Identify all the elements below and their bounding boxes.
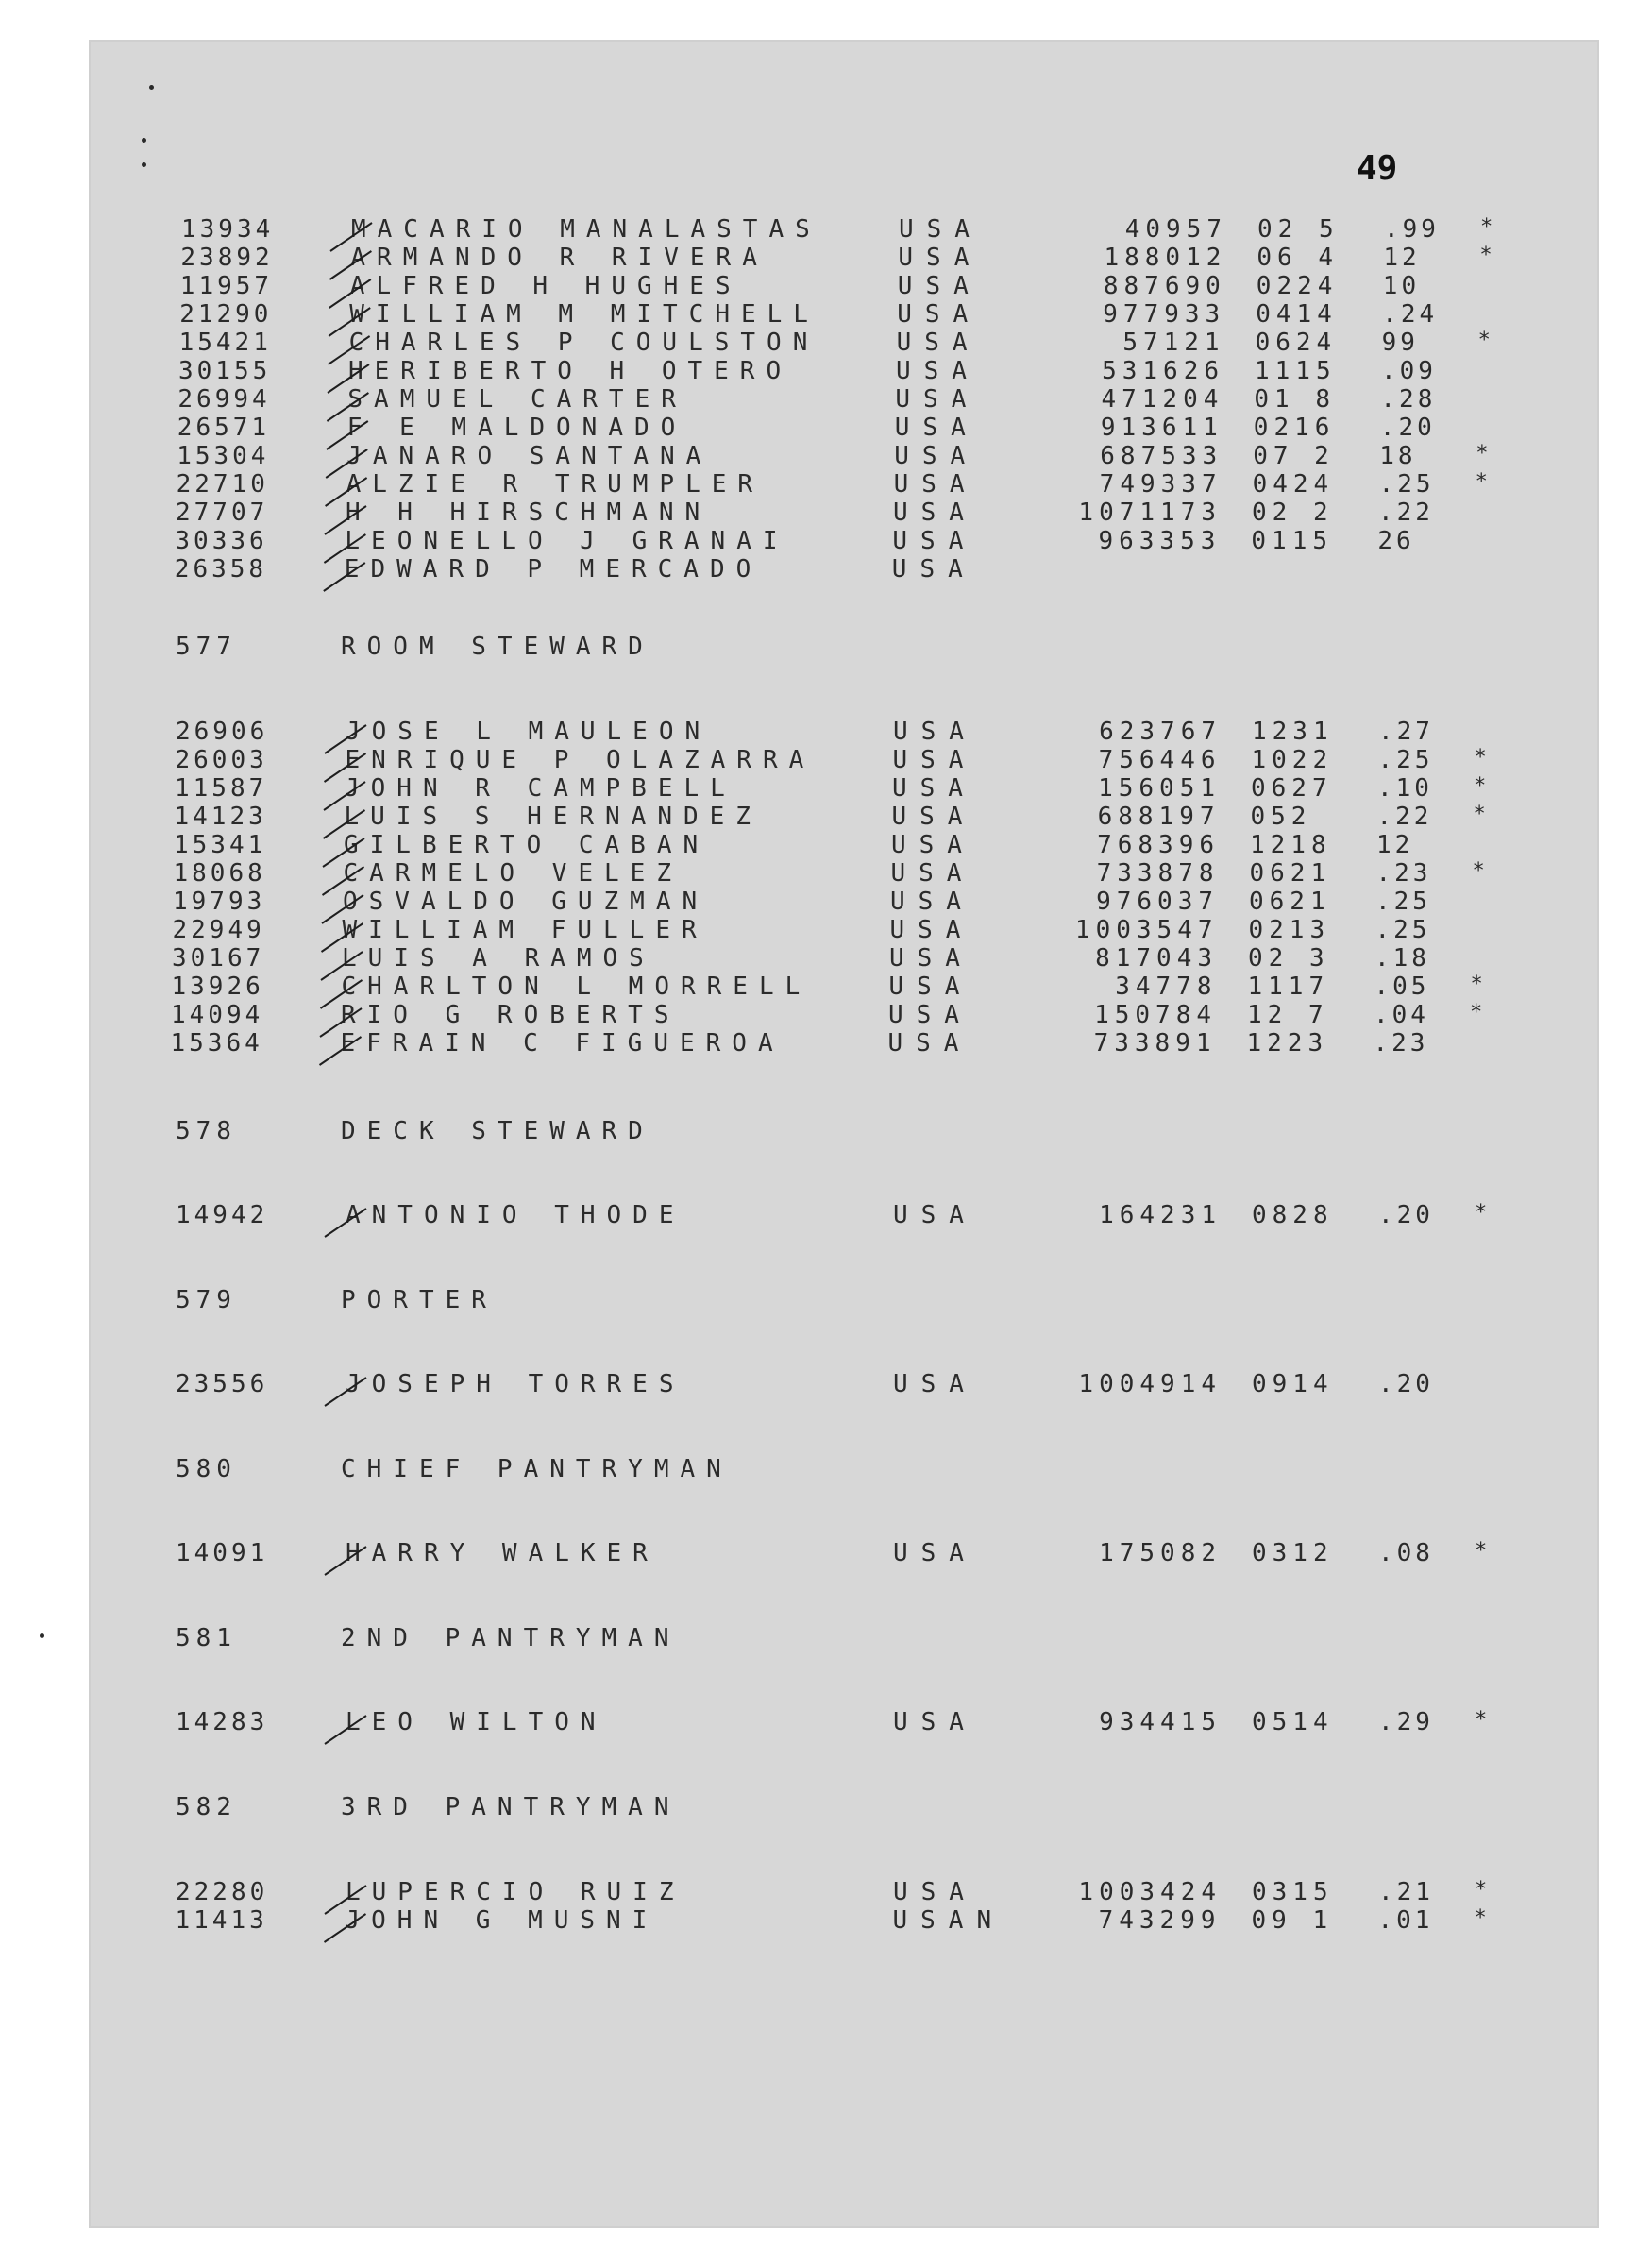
nationality: USA <box>892 774 976 803</box>
date-code: 0627 <box>1251 774 1333 803</box>
certificate-number: 768396 <box>1097 831 1220 859</box>
crew-id: 26571 <box>177 414 271 442</box>
certificate-number: 976037 <box>1096 888 1219 916</box>
nationality: USA <box>893 1878 977 1906</box>
crew-name: CHARLES P COULSTON <box>348 329 819 357</box>
tick-stroke <box>330 223 372 251</box>
value: .22 <box>1378 499 1434 527</box>
crew-name: HARRY WALKER <box>346 1539 659 1567</box>
certificate-number: 34778 <box>1115 973 1218 1001</box>
crew-id: 18068 <box>173 859 266 888</box>
asterisk-mark: * <box>1474 1906 1487 1930</box>
tick-stroke <box>327 421 368 449</box>
tick-stroke <box>326 478 367 506</box>
crew-id: 22710 <box>176 470 269 499</box>
asterisk-mark: * <box>1479 244 1493 267</box>
tick-stroke <box>327 393 368 421</box>
crew-id: 11957 <box>179 272 274 300</box>
value: .10 <box>1377 774 1433 803</box>
certificate-number: 175082 <box>1099 1539 1222 1567</box>
crew-id: 15364 <box>170 1029 263 1058</box>
nationality: USA <box>897 300 982 329</box>
certificate-number: 733891 <box>1093 1029 1217 1058</box>
tick-stroke <box>328 364 369 393</box>
date-code: 07 2 <box>1253 442 1335 470</box>
section-title: PORTER <box>341 1286 498 1314</box>
value: .01 <box>1377 1906 1434 1935</box>
crew-name: GILBERTO CABAN <box>344 831 710 859</box>
date-code: 1022 <box>1251 746 1334 774</box>
nationality: USA <box>893 470 978 499</box>
section-code: 581 <box>176 1624 237 1652</box>
section-code: 580 <box>176 1455 237 1483</box>
nationality: USA <box>895 385 980 414</box>
tick-stroke <box>322 895 363 923</box>
value: .24 <box>1382 300 1439 329</box>
nationality: USA <box>893 1539 977 1567</box>
date-code: 1115 <box>1255 357 1337 385</box>
value: 12 <box>1383 244 1421 272</box>
crew-name: MACARIO MANALASTAS <box>351 215 821 244</box>
section-title: 2ND PANTRYMAN <box>341 1624 681 1652</box>
section-code: 577 <box>176 633 237 661</box>
tick-stroke <box>324 563 365 591</box>
crew-name: JANARO SANTANA <box>346 442 713 470</box>
value: 26 <box>1377 527 1415 555</box>
value: 99 <box>1381 329 1419 357</box>
nationality: USA <box>894 414 979 442</box>
tick-stroke <box>325 1378 366 1406</box>
certificate-number: 934415 <box>1099 1708 1222 1736</box>
asterisk-mark: * <box>1472 859 1485 883</box>
tick-stroke <box>325 1914 366 1942</box>
value: .25 <box>1377 746 1434 774</box>
asterisk-mark: * <box>1477 329 1491 352</box>
crew-id: 15304 <box>177 442 270 470</box>
value: .29 <box>1378 1708 1434 1736</box>
asterisk-mark: * <box>1476 442 1489 465</box>
crew-id: 22949 <box>172 916 265 944</box>
certificate-number: 40957 <box>1124 215 1227 244</box>
crew-id: 11587 <box>175 774 268 803</box>
nationality: USA <box>893 1201 977 1229</box>
value: .09 <box>1381 357 1437 385</box>
value: .23 <box>1375 859 1432 888</box>
date-code: 0213 <box>1248 916 1331 944</box>
certificate-number: 913611 <box>1100 414 1223 442</box>
crew-name: ARMANDO R RIVERA <box>350 244 768 272</box>
crew-name: CARMELO VELEZ <box>343 859 683 888</box>
certificate-number: 1003547 <box>1074 916 1219 944</box>
nationality: USA <box>887 1029 972 1058</box>
asterisk-mark: * <box>1475 1201 1488 1225</box>
nationality: USA <box>890 888 974 916</box>
date-code: 0624 <box>1255 329 1338 357</box>
asterisk-mark: * <box>1475 1539 1488 1563</box>
date-code: 0424 <box>1252 470 1335 499</box>
crew-id: 14123 <box>174 803 267 831</box>
crew-id: 23892 <box>180 244 274 272</box>
crew-id: 23556 <box>176 1370 269 1398</box>
nationality: USA <box>896 329 981 357</box>
date-code: 0216 <box>1253 414 1336 442</box>
crew-name: EDWARD P MERCADO <box>344 555 763 584</box>
nationality: USA <box>896 357 980 385</box>
tick-stroke <box>329 336 370 364</box>
asterisk-mark: * <box>1480 215 1493 239</box>
value: .05 <box>1374 973 1430 1001</box>
tick-stroke <box>321 980 363 1008</box>
crew-name: JOHN R CAMPBELL <box>345 774 736 803</box>
date-code: 0312 <box>1252 1539 1334 1567</box>
section-code: 579 <box>176 1286 237 1314</box>
date-code: 052 <box>1250 803 1312 831</box>
certificate-number: 743299 <box>1098 1906 1222 1935</box>
certificate-number: 817043 <box>1095 944 1218 973</box>
value: 12 <box>1376 831 1414 859</box>
date-code: 1218 <box>1250 831 1332 859</box>
tick-stroke <box>323 838 364 867</box>
certificate-number: 977933 <box>1103 300 1226 329</box>
crew-id: 15341 <box>174 831 267 859</box>
crew-name: CHARLTON L MORRELL <box>341 973 812 1001</box>
crew-id: 26994 <box>177 385 271 414</box>
crew-id: 22280 <box>176 1878 269 1906</box>
date-code: 0621 <box>1249 888 1331 916</box>
nationality: USA <box>889 916 974 944</box>
nationality: USA <box>893 499 977 527</box>
crew-id: 26358 <box>174 555 268 584</box>
tick-stroke <box>325 506 366 534</box>
date-code: 12 7 <box>1247 1001 1329 1029</box>
date-code: 1223 <box>1246 1029 1329 1058</box>
crew-name: OSVALDO GUZMAN <box>343 888 709 916</box>
certificate-number: 1071173 <box>1078 499 1222 527</box>
tick-stroke <box>325 1716 366 1744</box>
crew-name: JOHN G MUSNI <box>345 1906 659 1935</box>
certificate-number: 188012 <box>1104 244 1227 272</box>
crew-id: 27707 <box>176 499 269 527</box>
asterisk-mark: * <box>1474 774 1487 798</box>
page-number: 49 <box>1357 149 1398 188</box>
nationality: USA <box>892 527 977 555</box>
nationality: USA <box>889 944 973 973</box>
tick-stroke <box>329 279 371 308</box>
section-code: 582 <box>176 1793 237 1821</box>
nationality: USA <box>892 746 977 774</box>
crew-name: LEONELLO J GRANAI <box>345 527 789 555</box>
certificate-number: 688197 <box>1097 803 1221 831</box>
value: .08 <box>1378 1539 1434 1567</box>
section-title: DECK STEWARD <box>341 1117 654 1145</box>
crew-id: 21290 <box>179 300 273 329</box>
crew-name: EFRAIN C FIGUEROA <box>340 1029 784 1058</box>
value: .25 <box>1375 888 1431 916</box>
value: 18 <box>1379 442 1417 470</box>
tick-stroke <box>326 449 367 478</box>
date-code: 02 2 <box>1252 499 1334 527</box>
crew-name: SAMUEL CARTER <box>347 385 687 414</box>
nationality: USA <box>890 859 975 888</box>
crew-id: 15421 <box>178 329 272 357</box>
asterisk-mark: * <box>1475 1708 1488 1732</box>
crew-id: 14283 <box>176 1708 269 1736</box>
value: 10 <box>1382 272 1421 300</box>
tick-stroke <box>320 1037 362 1065</box>
asterisk-mark: * <box>1475 470 1488 494</box>
crew-name: RIO G ROBERTS <box>341 1001 681 1029</box>
tick-stroke <box>325 1547 366 1575</box>
date-code: 0115 <box>1251 527 1334 555</box>
crew-name: LUPERCIO RUIZ <box>346 1878 685 1906</box>
nationality: USA <box>893 1370 977 1398</box>
crew-id: 11413 <box>175 1906 268 1935</box>
certificate-number: 749337 <box>1099 470 1223 499</box>
tick-stroke <box>325 1886 366 1914</box>
nationality: USA <box>891 831 975 859</box>
date-code: 0414 <box>1256 300 1338 329</box>
crew-id: 13926 <box>171 973 264 1001</box>
tick-stroke <box>324 782 365 810</box>
tick-stroke <box>325 725 366 753</box>
crew-name: H H HIRSCHMANN <box>346 499 712 527</box>
certificate-number: 57121 <box>1122 329 1225 357</box>
crew-name: ENRIQUE P OLAZARRA <box>345 746 816 774</box>
tick-stroke <box>320 1008 362 1037</box>
section-title: 3RD PANTRYMAN <box>341 1793 681 1821</box>
tick-stroke <box>322 923 363 952</box>
crew-name: WILLIAM M MITCHELL <box>349 300 819 329</box>
certificate-number: 687533 <box>1100 442 1223 470</box>
value: .21 <box>1378 1878 1434 1906</box>
nationality: USA <box>891 803 976 831</box>
crew-name: LUIS A RAMOS <box>342 944 655 973</box>
date-code: 01 8 <box>1254 385 1337 414</box>
nationality: USA <box>898 244 983 272</box>
section-code: 578 <box>176 1117 237 1145</box>
asterisk-mark: * <box>1470 1001 1483 1024</box>
value: .23 <box>1373 1029 1429 1058</box>
crew-id: 13934 <box>181 215 275 244</box>
tick-stroke <box>321 952 363 980</box>
tick-stroke <box>325 1209 366 1237</box>
date-code: 1117 <box>1247 973 1330 1001</box>
crew-id: 19793 <box>173 888 266 916</box>
tick-stroke <box>329 251 371 279</box>
date-code: 0514 <box>1252 1708 1334 1736</box>
crew-id: 30155 <box>178 357 272 385</box>
certificate-number: 150784 <box>1094 1001 1217 1029</box>
date-code: 0224 <box>1256 272 1339 300</box>
crew-name: ALFRED H HUGHES <box>349 272 742 300</box>
nationality: USA <box>893 1708 977 1736</box>
date-code: 09 1 <box>1251 1906 1334 1935</box>
crew-name: JOSE L MAULEON <box>346 718 712 746</box>
tick-stroke <box>325 753 366 782</box>
value: .25 <box>1375 916 1431 944</box>
date-code: 1231 <box>1252 718 1334 746</box>
section-title: CHIEF PANTRYMAN <box>341 1455 733 1483</box>
value: .28 <box>1380 385 1437 414</box>
value: .20 <box>1379 414 1436 442</box>
crew-id: 14094 <box>171 1001 264 1029</box>
nationality: USA <box>888 1001 972 1029</box>
nationality: USAN <box>892 1906 1005 1935</box>
value: .99 <box>1384 215 1440 244</box>
value: .25 <box>1378 470 1435 499</box>
certificate-number: 963353 <box>1098 527 1222 555</box>
certificate-number: 156051 <box>1098 774 1221 803</box>
nationality: USA <box>891 555 976 584</box>
crew-name: F E MALDONADO <box>346 414 687 442</box>
date-code: 0315 <box>1252 1878 1334 1906</box>
certificate-number: 623767 <box>1099 718 1222 746</box>
crew-id: 26003 <box>175 746 268 774</box>
value: .20 <box>1378 1370 1434 1398</box>
certificate-number: 733878 <box>1096 859 1220 888</box>
certificate-number: 1004914 <box>1078 1370 1222 1398</box>
certificate-number: 756446 <box>1098 746 1222 774</box>
crew-name: WILLIAM FULLER <box>342 916 708 944</box>
nationality: USA <box>888 973 973 1001</box>
nationality: USA <box>897 272 982 300</box>
crew-name: LEO WILTON <box>346 1708 607 1736</box>
nationality: USA <box>899 215 983 244</box>
date-code: 0828 <box>1252 1201 1334 1229</box>
asterisk-mark: * <box>1473 803 1486 826</box>
certificate-number: 164231 <box>1099 1201 1222 1229</box>
crew-id: 14942 <box>176 1201 269 1229</box>
crew-name: LUIS S HERNANDEZ <box>344 803 762 831</box>
tick-stroke <box>329 308 370 336</box>
date-code: 02 3 <box>1248 944 1330 973</box>
asterisk-mark: * <box>1475 1878 1488 1902</box>
asterisk-mark: * <box>1474 746 1487 770</box>
value: .27 <box>1378 718 1434 746</box>
certificate-number: 471204 <box>1101 385 1224 414</box>
value: .22 <box>1376 803 1433 831</box>
value: .20 <box>1378 1201 1434 1229</box>
tick-stroke <box>324 810 365 838</box>
date-code: 06 4 <box>1257 244 1340 272</box>
crew-name: JOSEPH TORRES <box>346 1370 685 1398</box>
date-code: 0914 <box>1252 1370 1334 1398</box>
nationality: USA <box>894 442 979 470</box>
crew-id: 26906 <box>176 718 269 746</box>
tick-stroke <box>323 867 364 895</box>
certificate-number: 887690 <box>1103 272 1226 300</box>
date-code: 02 5 <box>1257 215 1340 244</box>
crew-id: 30167 <box>172 944 265 973</box>
value: .04 <box>1374 1001 1429 1029</box>
crew-id: 14091 <box>176 1539 269 1567</box>
certificate-number: 531626 <box>1102 357 1224 385</box>
certificate-number: 1003424 <box>1078 1878 1222 1906</box>
crew-id: 30336 <box>175 527 268 555</box>
crew-name: ALZIE R TRUMPLER <box>346 470 765 499</box>
asterisk-mark: * <box>1470 973 1483 996</box>
crew-name: HERIBERTO H OTERO <box>348 357 793 385</box>
tick-stroke <box>324 534 365 563</box>
nationality: USA <box>893 718 977 746</box>
date-code: 0621 <box>1249 859 1332 888</box>
section-title: ROOM STEWARD <box>341 633 654 661</box>
value: .18 <box>1375 944 1430 973</box>
crew-name: ANTONIO THODE <box>346 1201 685 1229</box>
